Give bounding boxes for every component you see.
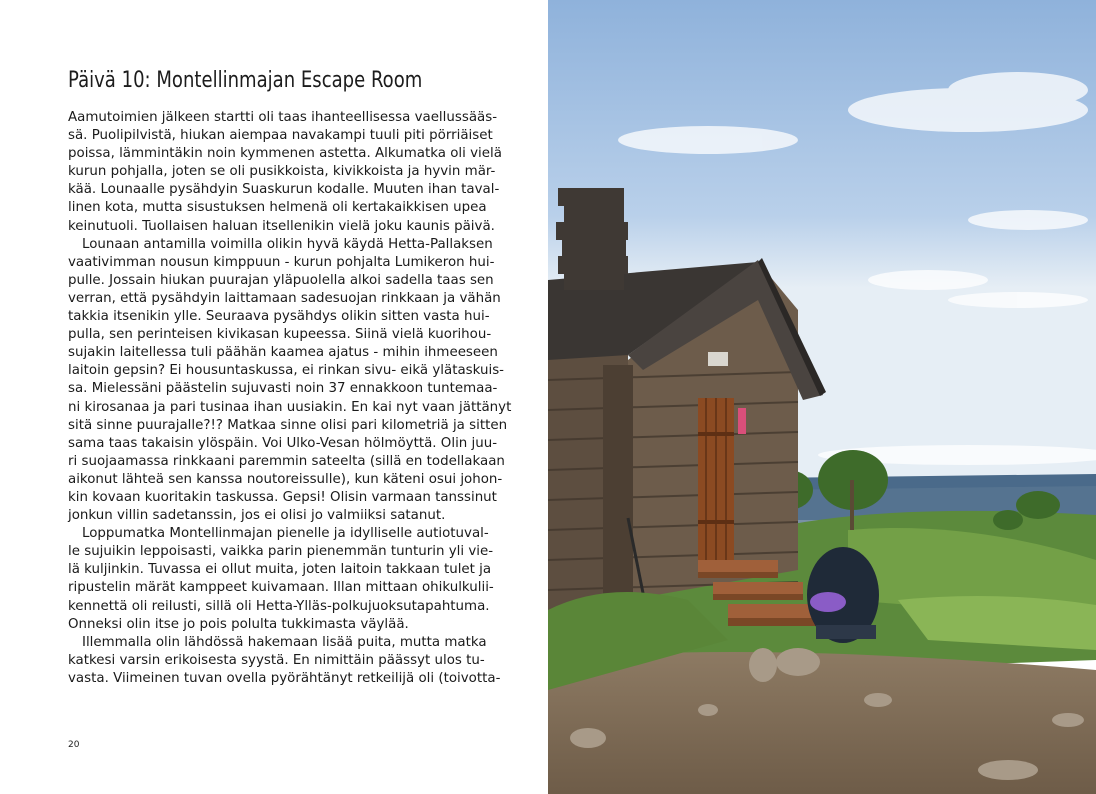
page-number: 20 <box>68 740 80 750</box>
body-line: poissa, lämmintäkin noin kymmenen astetta. Alkumatka oli vielä <box>68 146 502 162</box>
body-line: Aamutoimien jälkeen startti oli taas ihanteellisessa vaellussääs- <box>68 110 498 125</box>
body-line: kin kovaan kuoritakin taskussa. Gepsi! Olisin varmaan tanssinut <box>68 489 497 505</box>
body-line: aikonut lähteä sen kanssa noutoreissulle), kun käteni osui johon- <box>68 471 503 487</box>
body-line: ripustelin märät kamppeet kuivamaan. Illan mittaan ohikulkulii- <box>68 580 494 596</box>
body-line: vasta. Viimeinen tuvan ovella pyörähtänyt retkeilijä oli (toivotta- <box>68 670 501 686</box>
chimney <box>556 188 628 290</box>
cabin-photo <box>548 0 1096 794</box>
body-line: sa. Mielessäni päästelin sujuvasti noin 37 ennakkoon tuntemaa- <box>68 381 498 397</box>
body-line: kennettä oli reilusti, sillä oli Hetta-Ylläs-polkujuoksutapahtuma. <box>68 598 490 614</box>
body-line: verran, että pysähdyin laittamaan sadesuojan rinkkaan ja vähän <box>68 290 501 306</box>
body-line: laitoin gepsin? Ei housuntaskussa, ei rinkan sivu- eikä ylätaskuis- <box>68 363 504 379</box>
body-line: linen kota, mutta sisustuksen helmenä oli kertakaikkisen upea <box>68 200 487 216</box>
cabin-sign <box>708 352 728 366</box>
body-line: vaativimman nousun kimppuun - kurun pohjalta Lumikeron hui- <box>68 254 495 270</box>
body-line: kurun pohjalla, joten se oli pusikkoista, kivikkoista ja hyvin mär- <box>68 164 496 180</box>
body-line: katkesi varsin erikoisesta syystä. En nimittäin päässyt ulos tu- <box>68 652 485 668</box>
body-line: takkia itsenikin ylle. Seuraava pysähdys olikin sitten vasta hui- <box>68 309 490 325</box>
body-line: ri suojaamassa rinkkaani paremmin sateelta (sillä en todellakaan <box>68 453 505 469</box>
body-text <box>68 109 512 688</box>
chapter-title: Päivä 10: Montellinmajan Escape Room <box>68 68 423 93</box>
body-line: sä. Puolipilvistä, hiukan aiempaa navakampi tuuli piti pörriäiset <box>68 128 493 144</box>
body-line: Illemmalla olin lähdössä hakemaan lisää puita, mutta matka <box>82 634 487 650</box>
body-line: pulla, sen perinteisen kivikasan kupeessa. Siinä vielä kuorihou- <box>68 327 492 343</box>
body-line: ni kirosanaa ja pari tusinaa ihan uusiakin. En kai nyt vaan jättänyt <box>68 399 512 415</box>
body-line: sitä sinne puurajalle?!? Matkaa sinne olisi pari kilometriä ja sitten <box>68 417 508 433</box>
body-line: lä kuljinkin. Tuvassa ei ollut muita, joten laitoin takkaan tulet ja <box>68 562 492 578</box>
body-line: Loppumatka Montellinmajan pienelle ja idylliselle autiotuval- <box>82 526 489 542</box>
body-line: sujakin laitellessa tuli päähän kaamea ajatus - mihin ihmeeseen <box>68 345 498 361</box>
right-page <box>548 0 1096 794</box>
backpack <box>807 547 879 643</box>
body-line: Lounaan antamilla voimilla olikin hyvä käydä Hetta-Pallaksen <box>82 236 493 252</box>
body-line: le sujuikin leppoisasti, vaikka parin pienemmän tunturin yli vie- <box>68 544 494 560</box>
body-line: pulle. Jossain hiukan puurajan yläpuolella alkoi sadella taas sen <box>68 272 494 288</box>
body-line: Onneksi olin itse jo pois polulta tukkimasta väylää. <box>68 616 409 632</box>
body-line: jonkun villin sadetanssin, jos ei olisi jo valmiiksi satanut. <box>68 508 446 524</box>
body-line: kää. Lounaalle pysähdyin Suaskurun kodalle. Muuten ihan taval- <box>68 182 500 198</box>
body-line: sama taas takaisin ylöspäin. Voi Ulko-Vesan hölmöyttä. Olin juu- <box>68 435 498 451</box>
body-line: keinutuoli. Tuollaisen haluan itsellenikin vielä joku kaunis päivä. <box>68 218 495 234</box>
